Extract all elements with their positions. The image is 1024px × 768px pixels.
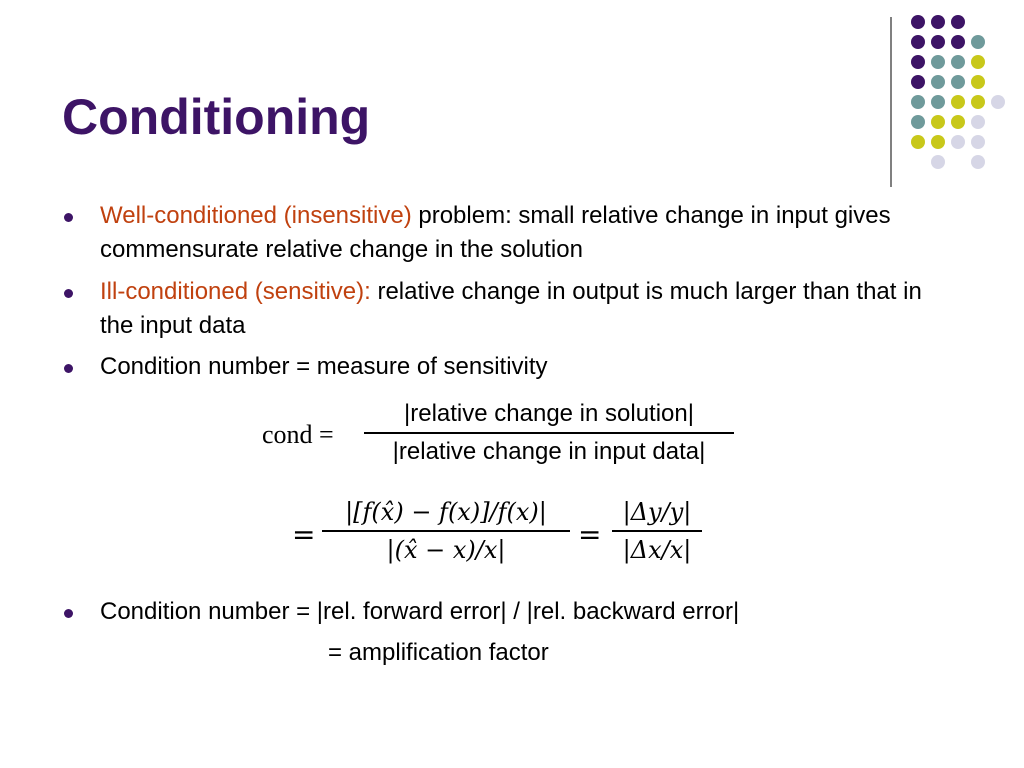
formula-fraction: [364, 400, 734, 466]
formula-numerator: |Δy/y|: [622, 498, 692, 526]
bullet-text: relative change in output is much larger than that in the input data: [100, 278, 922, 339]
bullet-text: Condition number = measure of sensitivity: [100, 353, 548, 380]
bullet-marker: [64, 364, 73, 373]
slide-title: Conditioning: [62, 89, 371, 145]
bullet-marker: [64, 609, 73, 618]
fraction-bar: [364, 432, 734, 434]
bullet-marker: [64, 289, 73, 298]
condition-formula: [262, 400, 742, 476]
formula-numerator: |[f(x̂) − f(x)]/f(x)|: [345, 498, 547, 526]
bullet-item: [100, 350, 940, 384]
condition-formula-expanded: [292, 498, 722, 578]
bullet-highlight: Ill-conditioned (sensitive):: [100, 278, 371, 305]
fraction-bar: [322, 530, 570, 532]
bullet-text: Condition number = |rel. forward error| / |rel. backward error|: [100, 598, 740, 625]
formula-fraction: [612, 498, 702, 564]
bullet-item: [100, 595, 940, 629]
formula-denominator: |relative change in input data|: [392, 438, 706, 465]
bullet-marker: [64, 213, 73, 222]
equals-sign: =: [578, 518, 602, 551]
bullet-item: [100, 275, 940, 343]
fraction-bar: [612, 530, 702, 532]
formula-denominator: |(x̂ − x)/x|: [386, 536, 506, 564]
formula-lhs: cond =: [262, 420, 334, 449]
formula-fraction: [322, 498, 570, 564]
bullet-item: [100, 199, 940, 267]
bullet-continuation: = amplification factor: [328, 639, 549, 666]
equals-sign: =: [292, 518, 316, 551]
bullet-highlight: Well-conditioned (insensitive): [100, 202, 412, 229]
formula-denominator: |Δx/x|: [622, 536, 692, 564]
bullet-text: problem: small relative change in input gives commensurate relative change in the solution: [100, 202, 891, 263]
formula-numerator: |relative change in solution|: [404, 400, 694, 427]
